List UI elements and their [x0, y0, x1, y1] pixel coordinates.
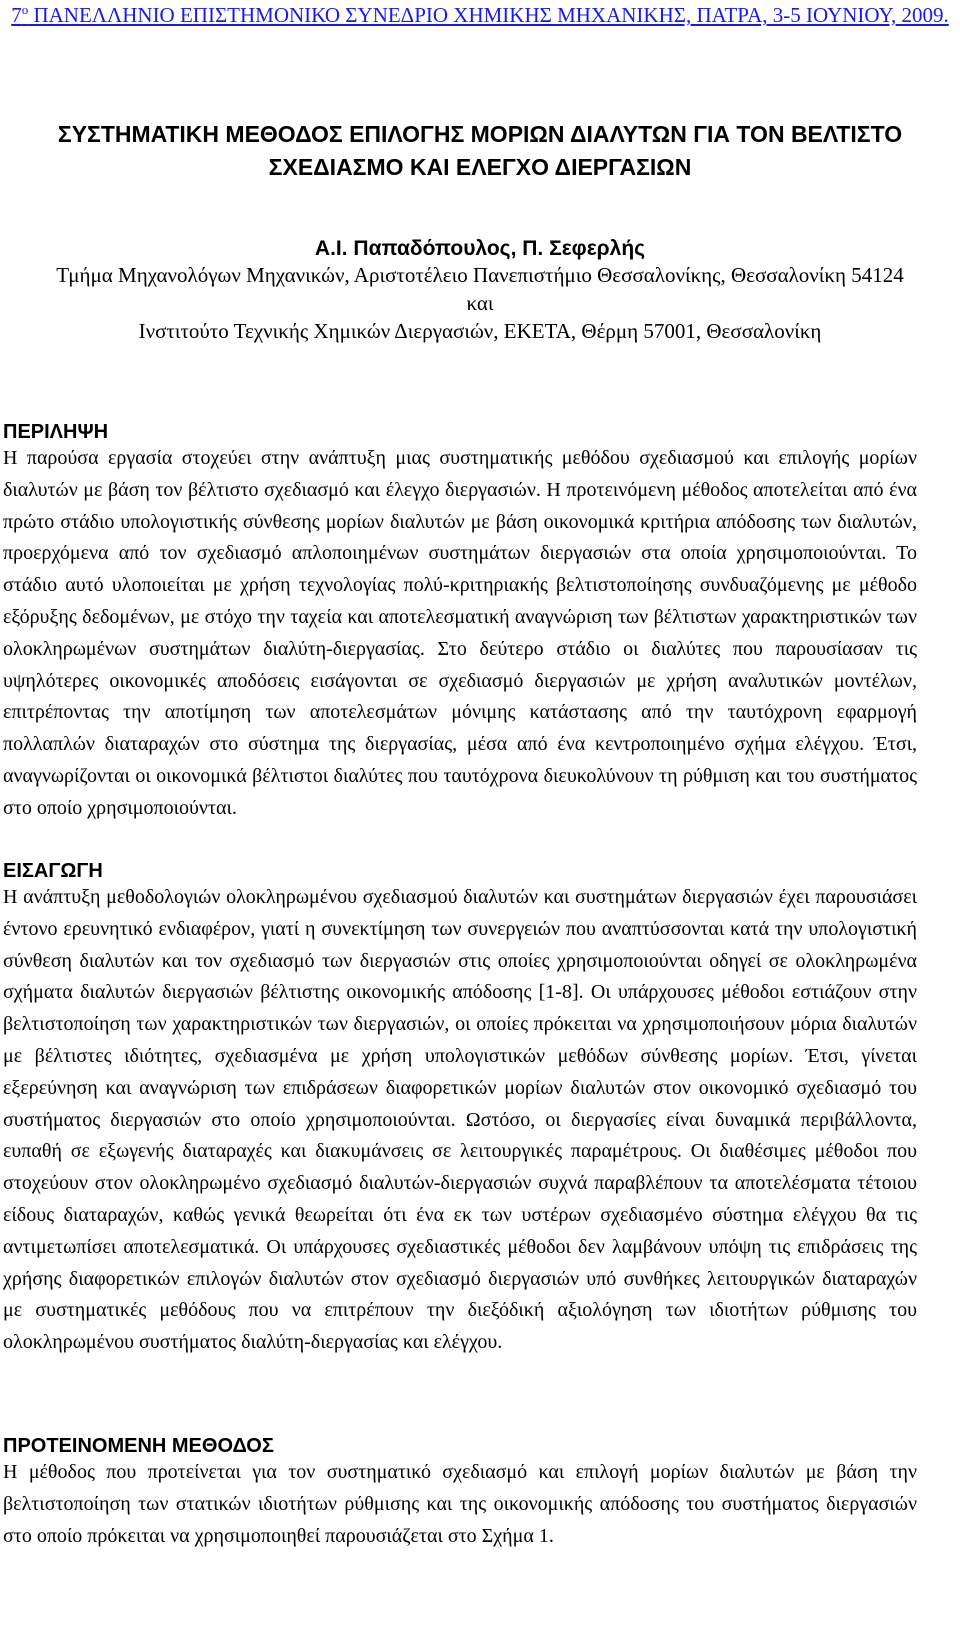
conference-ordinal-suffix: ο	[21, 2, 29, 17]
conference-name: ΠΑΝΕΛΛΗΝΙΟ ΕΠΙΣΤΗΜΟΝΙΚΟ ΣΥΝΕΔΡΙΟ ΧΗΜΙΚΗΣ ΜΗΧΑΝΙΚΗΣ, ΠΑΤΡΑ, 3-5 ΙΟΥΝΙΟΥ, 2009.	[28, 3, 949, 27]
introduction-text: Η ανάπτυξη μεθοδολογιών ολοκληρωμένου σχεδιασμού διαλυτών και συστημάτων διεργασιών έχει παρουσιάσει έντονο ερευνητικό ενδιαφέρον, γιατί η συνεκτίμηση των συνεργειών που αναπτύσσονται κατά την υπολογιστική σύνθεση διαλυτών και τον σχεδιασμό των διεργασιών στις οποίες χρησιμοποιούνται οδηγεί σε ολοκληρωμένα σχήματα διαλυτών διεργασιών βέλτιστης οικονομικής απόδοσης [1-8]. Οι υπάρχουσες μέθοδοι εστιάζουν στην βελτιστοποίηση των χαρακτηριστικών των διεργασιών, οι οποίες πρόκειται να χρησιμοποιήσουν μόρια διαλυτών με βέλτιστες ιδιότητες, σχεδιασμένα με χρήση υπολογιστικών μεθόδων σύνθεσης μορίων. Έτσι, γίνεται εξερεύνηση και αναγνώριση των επιδράσεων διαφορετικών μορίων διαλυτών στον οικονομικό σχεδιασμό του συστήματος διεργασιών στο οποίο χρησιμοποιούνται. Ωστόσο, οι διεργασίες είναι δυναμικά περιβάλλοντα, ευπαθή σε εξωγενής διαταραχές και διακυμάνσεις σε λειτουργικές παραμέτρους. Οι διαθέσιμες μέθοδοι που στοχεύουν στον ολοκληρωμένο σχεδιασμό διαλυτών-διεργασιών συχνά παραβλέπουν τα αποτελέσματα τέτοιου είδους διαταραχών, καθώς γενικά θεωρείται ότι ένα εκ των υστέρων σχεδιασμένο σύστημα ελέγχου θα τις αντιμετωπίσει αποτελεσματικά. Οι υπάρχουσες σχεδιαστικές μέθοδοι δεν λαμβάνουν υπόψη τις επιδράσεις της χρήσης διαφορετικών επιλογών διαλυτών στον σχεδιασμό διεργασιών υπό συνθήκες λειτουργικών διαταραχών με συστηματικές μεθόδους που να επιτρέπουν την διεξόδική αξιολόγηση των ιδιοτήτων ρύθμισης του ολοκληρωμένου συστήματος διαλύτη-διεργασίας και ελέγχου.	[3, 886, 917, 1354]
conference-ordinal: 7	[11, 3, 22, 27]
introduction-heading: ΕΙΣΑΓΩΓΗ	[3, 860, 103, 882]
conference-header	[0, 2, 960, 28]
paper-title: ΣΥΣΤΗΜΑΤΙΚΗ ΜΕΘΟΔΟΣ ΕΠΙΛΟΓΗΣ ΜΟΡΙΩΝ ΔΙΑΛΥΤΩΝ ΓΙΑ ΤΟΝ ΒΕΛΤΙΣΤΟ ΣΧΕΔΙΑΣΜΟ ΚΑΙ ΕΛΕΓΧΟ ΔΙΕΡΓΑΣΙΩΝ	[57, 121, 903, 180]
paper-authors: Α.Ι. Παπαδόπουλος, Π. Σεφερλής	[314, 237, 646, 260]
affiliation-2: Ινστιτούτο Τεχνικής Χημικών Διεργασιών, ΕΚΕΤΑ, Θέρμη 57001, Θεσσαλονίκη	[138, 319, 822, 343]
abstract-heading: ΠΕΡΙΛΗΨΗ	[3, 421, 109, 443]
method-text: Η μέθοδος που προτείνεται για τον συστηματικό σχεδιασμό και επιλογή μορίων διαλυτών με βάση την βελτιστοποίηση των στατικών ιδιοτήτων ρύθμισης και της οικονομικής απόδοσης του συστήματος διεργασιών στο οποίο πρόκειται να χρησιμοποιηθεί παρουσιάζεται στο Σχήμα 1.	[3, 1461, 917, 1547]
affiliation-conjunction: και	[466, 291, 494, 315]
affiliation-1: Τμήμα Μηχανολόγων Μηχανικών, Αριστοτέλειο Πανεπιστήμιο Θεσσαλονίκης, Θεσσαλονίκη 54124	[56, 263, 904, 287]
method-heading: ΠΡΟΤΕΙΝΟΜΕΝΗ ΜΕΘΟΔΟΣ	[3, 1435, 274, 1457]
abstract-text: Η παρούσα εργασία στοχεύει στην ανάπτυξη μιας συστηματικής μεθόδου σχεδιασμού και επιλογής μορίων διαλυτών με βάση τον βέλτιστο σχεδιασμό και έλεγχο διεργασιών. Η προτεινόμενη μέθοδος αποτελείται από ένα πρώτο στάδιο υπολογιστικής σύνθεσης μορίων διαλυτών με βάση οικονομικά κριτήρια απόδοσης των διαλυτών, προερχόμενα από τον σχεδιασμό απλοποιημένων συστημάτων διεργασιών στα οποία χρησιμοποιούνται. Το στάδιο αυτό υλοποιείται με χρήση τεχνολογίας πολύ-κριτηριακής βελτιστοποίησης συνδυαζόμενης με μέθοδο εξόρυξης δεδομένων, με στόχο την ταχεία και αποτελεσματική αναγνώριση των βέλτιστων χαρακτηριστικών των ολοκληρωμένων συστημάτων διαλύτη-διεργασίας. Στο δεύτερο στάδιο οι διαλύτες που παρουσίασαν τις υψηλότερες οικονομικές αποδόσεις εισάγονται σε σχεδιασμό διεργασιών με χρήση αναλυτικών μοντέλων, επιτρέποντας την αποτίμηση των αποτελεσμάτων μόνιμης κατάστασης από την ταυτόχρονη εφαρμογή πολλαπλών διαταραχών στο σύστημα της διεργασίας, μέσα από ένα κεντροποιημένο σχήμα ελέγχου. Έτσι, αναγνωρίζονται οι οικονομικά βέλτιστοι διαλύτες που ταυτόχρονα διευκολύνουν τη ρύθμιση και του συστήματος στο οποίο χρησιμοποιούνται.	[3, 447, 917, 819]
